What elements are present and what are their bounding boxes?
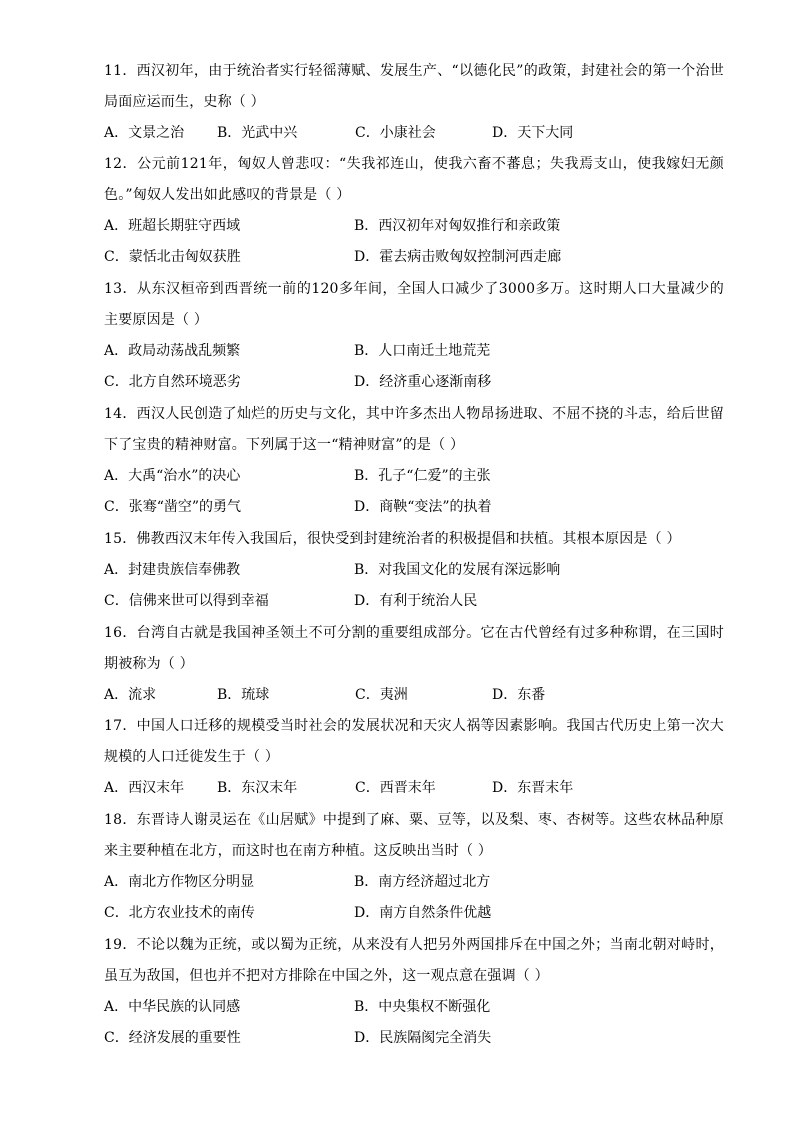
option-d: D．东番 xyxy=(492,687,546,703)
option-b: B．东汉末年 xyxy=(217,780,298,796)
option-c: C．小康社会 xyxy=(355,125,436,141)
question-stem: 12．公元前121年，匈奴人曾悲叹：“失我祁连山，使我六畜不蕃息；失我焉支山，使我嫁妇无颜色。”匈奴人发出如此感叹的背景是（ ） xyxy=(104,156,724,203)
question-stem: 18．东晋诗人谢灵运在《山居赋》中提到了麻、粟、豆等，以及梨、枣、杏树等。这些农林品种原来主要种植在北方，而这时也在南方种植。这反映出当时（ ） xyxy=(104,812,724,859)
option-a: A．南北方作物区分明显 xyxy=(104,874,255,890)
option-d: D．民族隔阂完全消失 xyxy=(354,1030,492,1046)
option-row xyxy=(104,336,724,367)
option-c: C．经济发展的重要性 xyxy=(104,1030,241,1046)
option-row xyxy=(104,555,724,586)
option-row xyxy=(104,242,724,273)
question-stem: 15．佛教西汉末年传入我国后，很快受到封建统治者的积极提倡和扶植。其根本原因是（ ） xyxy=(104,531,681,547)
option-c: C．北方农业技术的南传 xyxy=(104,905,255,921)
question-stem: 17．中国人口迁移的规模受当时社会的发展状况和天灾人祸等因素影响。我国古代历史上第一次大规模的人口迁徙发生于（ ） xyxy=(104,718,724,765)
option-c: C．西晋末年 xyxy=(355,780,436,796)
option-row xyxy=(104,211,724,242)
option-row xyxy=(104,867,724,898)
option-a: A．西汉末年 xyxy=(104,780,185,796)
option-c: C．信佛来世可以得到幸福 xyxy=(104,593,269,609)
option-b: B．琉球 xyxy=(217,687,270,703)
option-c: C．张骞“凿空”的勇气 xyxy=(104,499,242,515)
option-b: B．西汉初年对匈奴推行和亲政策 xyxy=(354,218,561,234)
option-row xyxy=(104,118,724,149)
question-16 xyxy=(104,618,724,711)
option-d: D．经济重心逐渐南移 xyxy=(354,374,492,390)
option-row xyxy=(104,1023,724,1054)
option-b: B．孔子“仁爱”的主张 xyxy=(354,468,491,484)
question-stem: 13．从东汉桓帝到西晋统一前的120多年间，全国人口减少了3000多万。这时期人口大量减少的主要原因是（ ） xyxy=(104,281,724,328)
option-d: D．东晋末年 xyxy=(492,780,574,796)
option-row xyxy=(104,461,724,492)
question-14 xyxy=(104,399,724,523)
question-stem: 16．台湾自古就是我国神圣领土不可分割的重要组成部分。它在古代曾经有过多种称谓，在三国时期被称为（ ） xyxy=(104,625,724,672)
option-row xyxy=(104,367,724,398)
option-a: A．中华民族的认同感 xyxy=(104,999,241,1015)
question-11 xyxy=(104,56,724,149)
option-a: A．文景之治 xyxy=(104,125,185,141)
question-18 xyxy=(104,805,724,929)
question-stem: 19．不论以魏为正统，或以蜀为正统，从来没有人把另外两国排斥在中国之外；当南北朝对峙时，虽互为敌国，但也并不把对方排除在中国之外，这一观点意在强调（ ） xyxy=(104,937,724,984)
option-row xyxy=(104,898,724,929)
question-15 xyxy=(104,524,724,617)
option-b: B．光武中兴 xyxy=(217,125,298,141)
option-d: D．天下大同 xyxy=(492,125,574,141)
option-d: D．有利于统治人民 xyxy=(354,593,478,609)
option-c: C．蒙恬北击匈奴获胜 xyxy=(104,249,241,265)
option-a: A．封建贵族信奉佛教 xyxy=(104,562,241,578)
option-d: D．商鞅“变法”的执着 xyxy=(354,499,492,515)
option-a: A．大禹“治水”的决心 xyxy=(104,468,241,484)
option-c: C．北方自然环境恶劣 xyxy=(104,374,241,390)
question-17 xyxy=(104,711,724,804)
option-row xyxy=(104,586,724,617)
option-c: C．夷洲 xyxy=(355,687,408,703)
question-13 xyxy=(104,274,724,398)
option-b: B．对我国文化的发展有深远影响 xyxy=(354,562,561,578)
option-b: B．中央集权不断强化 xyxy=(354,999,491,1015)
option-d: D．南方自然条件优越 xyxy=(354,905,492,921)
option-a: A．流求 xyxy=(104,687,157,703)
question-12 xyxy=(104,149,724,273)
option-row xyxy=(104,680,724,711)
option-a: A．班超长期驻守西域 xyxy=(104,218,241,234)
option-d: D．霍去病击败匈奴控制河西走廊 xyxy=(354,249,562,265)
option-b: B．人口南迁土地荒芜 xyxy=(354,343,491,359)
option-b: B．南方经济超过北方 xyxy=(354,874,491,890)
option-a: A．政局动荡战乱频繁 xyxy=(104,343,241,359)
option-row xyxy=(104,992,724,1023)
option-row xyxy=(104,492,724,523)
option-row xyxy=(104,773,724,804)
question-19 xyxy=(104,930,724,1054)
question-stem: 14．西汉人民创造了灿烂的历史与文化，其中许多杰出人物昂扬进取、不屈不挠的斗志，给后世留下了宝贵的精神财富。下列属于这一“精神财富”的是（ ） xyxy=(104,406,724,453)
question-stem: 11．西汉初年，由于统治者实行轻徭薄赋、发展生产、“以德化民”的政策，封建社会的第一个治世局面应运而生，史称（ ） xyxy=(104,63,724,110)
